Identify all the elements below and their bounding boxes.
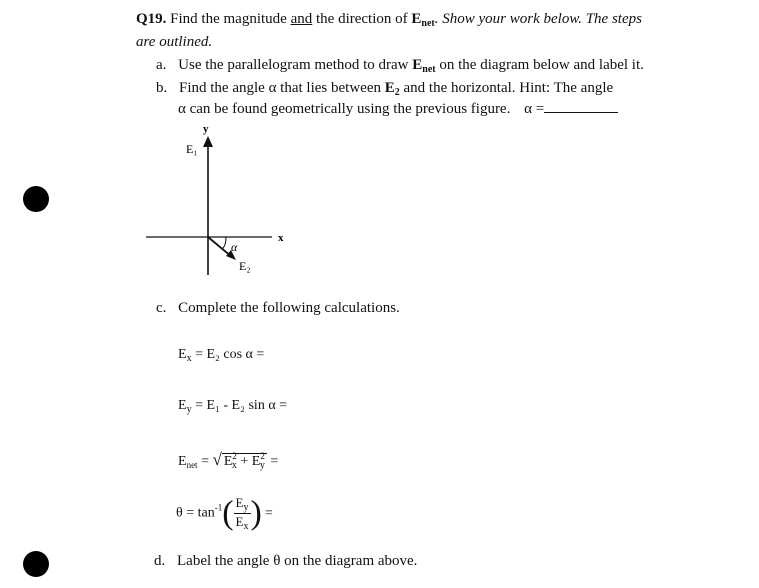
- ey-lhs: E: [178, 398, 187, 413]
- alpha-answer-label: α =: [524, 101, 545, 117]
- theta-inverse: -1: [214, 502, 223, 513]
- enet-subscript: net: [421, 18, 435, 29]
- item-c-text: Complete the following calculations.: [178, 300, 400, 316]
- theta-den-sub: x: [243, 521, 249, 532]
- item-d-text: Label the angle θ on the diagram above.: [177, 553, 418, 569]
- ey-equation: [178, 398, 287, 415]
- binder-hole-top: [23, 186, 49, 212]
- item-b-text: Find the angle α that lies between: [179, 80, 385, 96]
- e1-label: E₁: [186, 142, 198, 156]
- theta-lhs: θ = tan: [176, 505, 215, 521]
- enet-eq: =: [197, 454, 213, 469]
- ey-rhs: = E₁ - E₂ sin α =: [191, 398, 288, 413]
- item-b-line-2: [178, 100, 618, 118]
- enet-lhs-sub: net: [186, 460, 198, 470]
- ex-square-sub: x: [231, 460, 237, 471]
- alpha-answer-blank[interactable]: [544, 100, 618, 113]
- theta-tail: =: [264, 505, 273, 521]
- theta-den: E: [235, 514, 244, 529]
- item-a: [156, 57, 644, 75]
- radicand-plus-ey: + E: [236, 454, 261, 469]
- enet-lhs: E: [178, 454, 187, 469]
- ex-square: 2: [232, 451, 237, 461]
- ex-rhs: = E₂ cos α =: [191, 347, 265, 362]
- item-a-text: Use the parallelogram method to draw: [178, 57, 413, 73]
- item-b-line2-text: α can be found geometrically using the previous figure.: [178, 101, 511, 117]
- question-text-mid: the direction of: [312, 11, 412, 27]
- alpha-arc: [222, 237, 226, 249]
- item-c: [156, 300, 400, 317]
- question-and: and: [290, 11, 313, 27]
- enet-symbol: E: [411, 11, 422, 27]
- radicand-ex: E: [223, 454, 233, 469]
- item-b-e2-sub: 2: [394, 87, 400, 98]
- e2-label: E₂: [239, 259, 251, 273]
- theta-equation: [176, 495, 273, 532]
- theta-num-sub: y: [243, 502, 249, 513]
- item-b: [156, 80, 613, 98]
- x-axis-label: x: [278, 232, 284, 244]
- ex-sub: x: [186, 353, 192, 364]
- vector-diagram: [140, 120, 310, 280]
- item-a-label: a.: [156, 57, 167, 73]
- item-d: [154, 553, 417, 570]
- theta-num: E: [235, 495, 244, 510]
- item-a-text-end: on the diagram below and label it.: [435, 57, 644, 73]
- ey-sub: y: [186, 404, 192, 415]
- left-paren: (: [222, 494, 234, 532]
- e1-arrowhead: [203, 136, 213, 147]
- ex-equation: [178, 347, 264, 364]
- question-instructions: . Show your work below. The steps: [434, 11, 642, 27]
- binder-hole-bottom: [23, 551, 49, 577]
- enet-tail: =: [266, 454, 279, 469]
- ey-square: 2: [260, 451, 265, 461]
- right-paren: ): [250, 494, 262, 532]
- radical-sign: √: [212, 450, 222, 469]
- question-line-2: are outlined.: [136, 34, 213, 50]
- item-b-text-end: and the horizontal. Hint: The angle: [399, 80, 614, 96]
- radicand: [222, 453, 267, 469]
- item-d-label: d.: [154, 553, 166, 569]
- item-a-enet-sub: net: [422, 64, 436, 75]
- question-number: Q19.: [136, 11, 167, 27]
- alpha-label: α: [231, 240, 238, 254]
- ey-square-sub: y: [259, 460, 265, 471]
- item-a-enet: E: [412, 57, 423, 73]
- item-b-label: b.: [156, 80, 168, 96]
- question-line-1: [136, 11, 642, 29]
- question-text: Find the magnitude: [170, 11, 291, 27]
- item-c-label: c.: [156, 300, 167, 316]
- enet-equation: [178, 450, 278, 471]
- item-b-e2: E: [384, 80, 395, 96]
- ex-lhs: E: [178, 347, 187, 362]
- y-axis-label: y: [203, 123, 209, 135]
- theta-fraction: [234, 495, 251, 532]
